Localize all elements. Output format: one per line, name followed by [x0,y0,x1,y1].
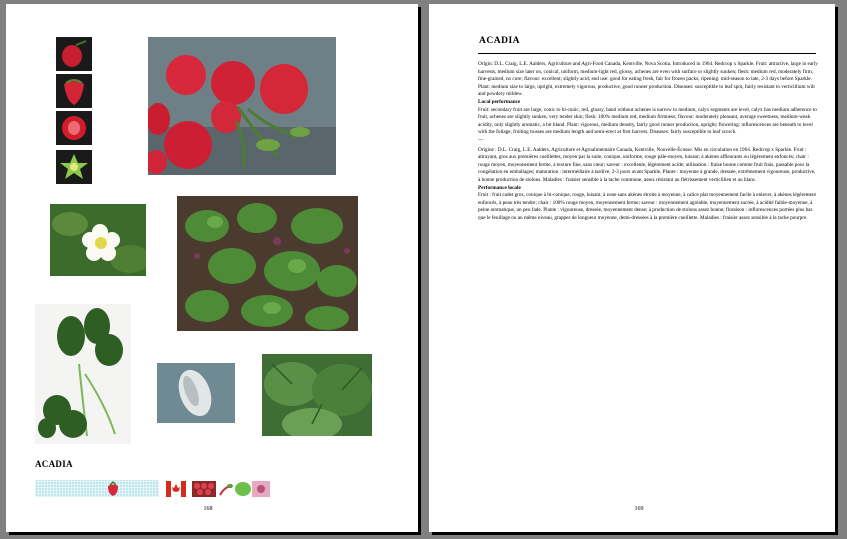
variety-description [478,61,818,222]
english-local-heading: Local performance [478,98,521,105]
french-local-paragraph: Fruit : fruit cadet gros, conique à bi-conique, rouge, luisant, à zone sans akènes étroite à moyenne, à calice plat moyennement facile à enlever, à akènes légèrement enfoncés, à peau très tendre; chair : 100% rouge moyen, moyennement ferme; saveur : moyennement agréable, moyennement sucrée, à acidité faible-moyenne, à peine aromatique, un peu fade. Plante : vigoureuse, dressée, moyennement dense; à production de stolons assez bonne; floraison : inflorescences portées plus bas que le feuillage ou au même niveau, grappes de longueur moyenne, demi-dressées à la première cueillette. Maladies : fraisier assez sensible à la tache pourpre. [478,192,816,221]
page-number: 168 [203,506,213,512]
strawberry-icon[interactable] [104,481,122,497]
left-page [6,4,418,532]
fruit-side-thumbnail-icon[interactable] [56,74,92,108]
french-local-heading: Performance locale [478,184,521,191]
english-origin-paragraph: Origin: D.L. Craig, L.E. Aalders, Agriculture and Agri-Food Canada, Kentville, Nova Scotia. Introduced in 1964. Redcrop x Sparkle. Fruit: attractive, large in early harvests, medium size later on, conical, uniform, medium-light red, glossy, achenes are even with surface or slightly sunken; flesh: medium red, moderately firm, fine-grained, no core; flavour: excellent; slightly acid; end use: good for eating fresh, fair for frozen packs; ripening: mid-season to late, 2-3 days before Sparkle. Plant: medium size to large, upright, extremely vigorous, productive, good runner production. Diseases: susceptible to leaf spot, fairly resistant to verticillium wilt and powdery mildew. [478,61,818,98]
right-page [429,4,835,532]
fruit-cluster-photo [148,37,336,175]
flower-card-icon[interactable] [252,481,270,497]
page-number: 169 [634,506,644,512]
variety-label: ACADIA [35,459,73,469]
footer-strip [35,480,159,497]
leaf-closeup-photo [262,354,372,436]
english-local-paragraph: Fruit: secondary fruit are large, conic to bi-conic, red, glossy, band without achenes is narrow to medium, calyx segments are level, calyx has medium adherence to fruit, achenes are slightly sunken, very tender skin; flesh: 100% medium red, medium firmness; flavour: moderately pleasant, average sweetness, medium-weak acidity, only slightly aromatic, a bit bland. Plant: vigorous, medium density, fairly good runner production, upright; flowering: inflorescences are beneath to level with the foliage, fruiting trusses are medium length and semi-erect at first harvest. Diseases: fairly susceptible to leaf scorch. [478,106,817,136]
language-separator: — [478,136,484,143]
fruit-cross-section-thumbnail-icon[interactable] [56,111,92,145]
leaf-specimen-photo [35,304,131,444]
french-origin-paragraph: Origine : D.L. Craig, L.E. Aalders, Agriculture et Agroalimentaire Canada, Kentville, Nouvelle-Écosse. Mis en circulation en 1964. Redcrop x Sparkle. Fruit : attrayant, gros aux premières cueillettes, moyen par la suite, conique, uniforme, rouge pâle-moyen, luisant; à akènes affleurants ou légèrement enfoncés; chair : rouge moyen, moyennement ferme, à texture fine, sans cœur; saveur : excellente, légèrement acide; utilisation : fraise bonne comme fruit frais, passable pour la congélation en emballages; maturation : intermédiaire à tardive, 2-3 jours avant Sparkle. Plante : moyenne à grande, dressée, extrêmement vigoureuse, productive, à bonne production de stolons. Maladies : fraisier sensible à la tache commune, assez résistant au flétrissement verticillien et au blanc. [478,146,816,183]
fruit-box-icon[interactable] [192,481,216,497]
runner-plant-icon[interactable] [218,481,234,497]
variety-title: ACADIA [479,36,520,46]
flower-photo [50,204,146,276]
canada-flag-icon[interactable] [166,481,186,497]
fruit-calyx-thumbnail-icon[interactable] [56,150,92,184]
plant-foliage-photo [177,196,358,331]
fruit-whole-thumbnail-icon[interactable] [56,37,92,71]
leaf-icon[interactable] [234,481,252,497]
achene-micrograph-photo [157,363,235,423]
title-rule [478,53,816,54]
